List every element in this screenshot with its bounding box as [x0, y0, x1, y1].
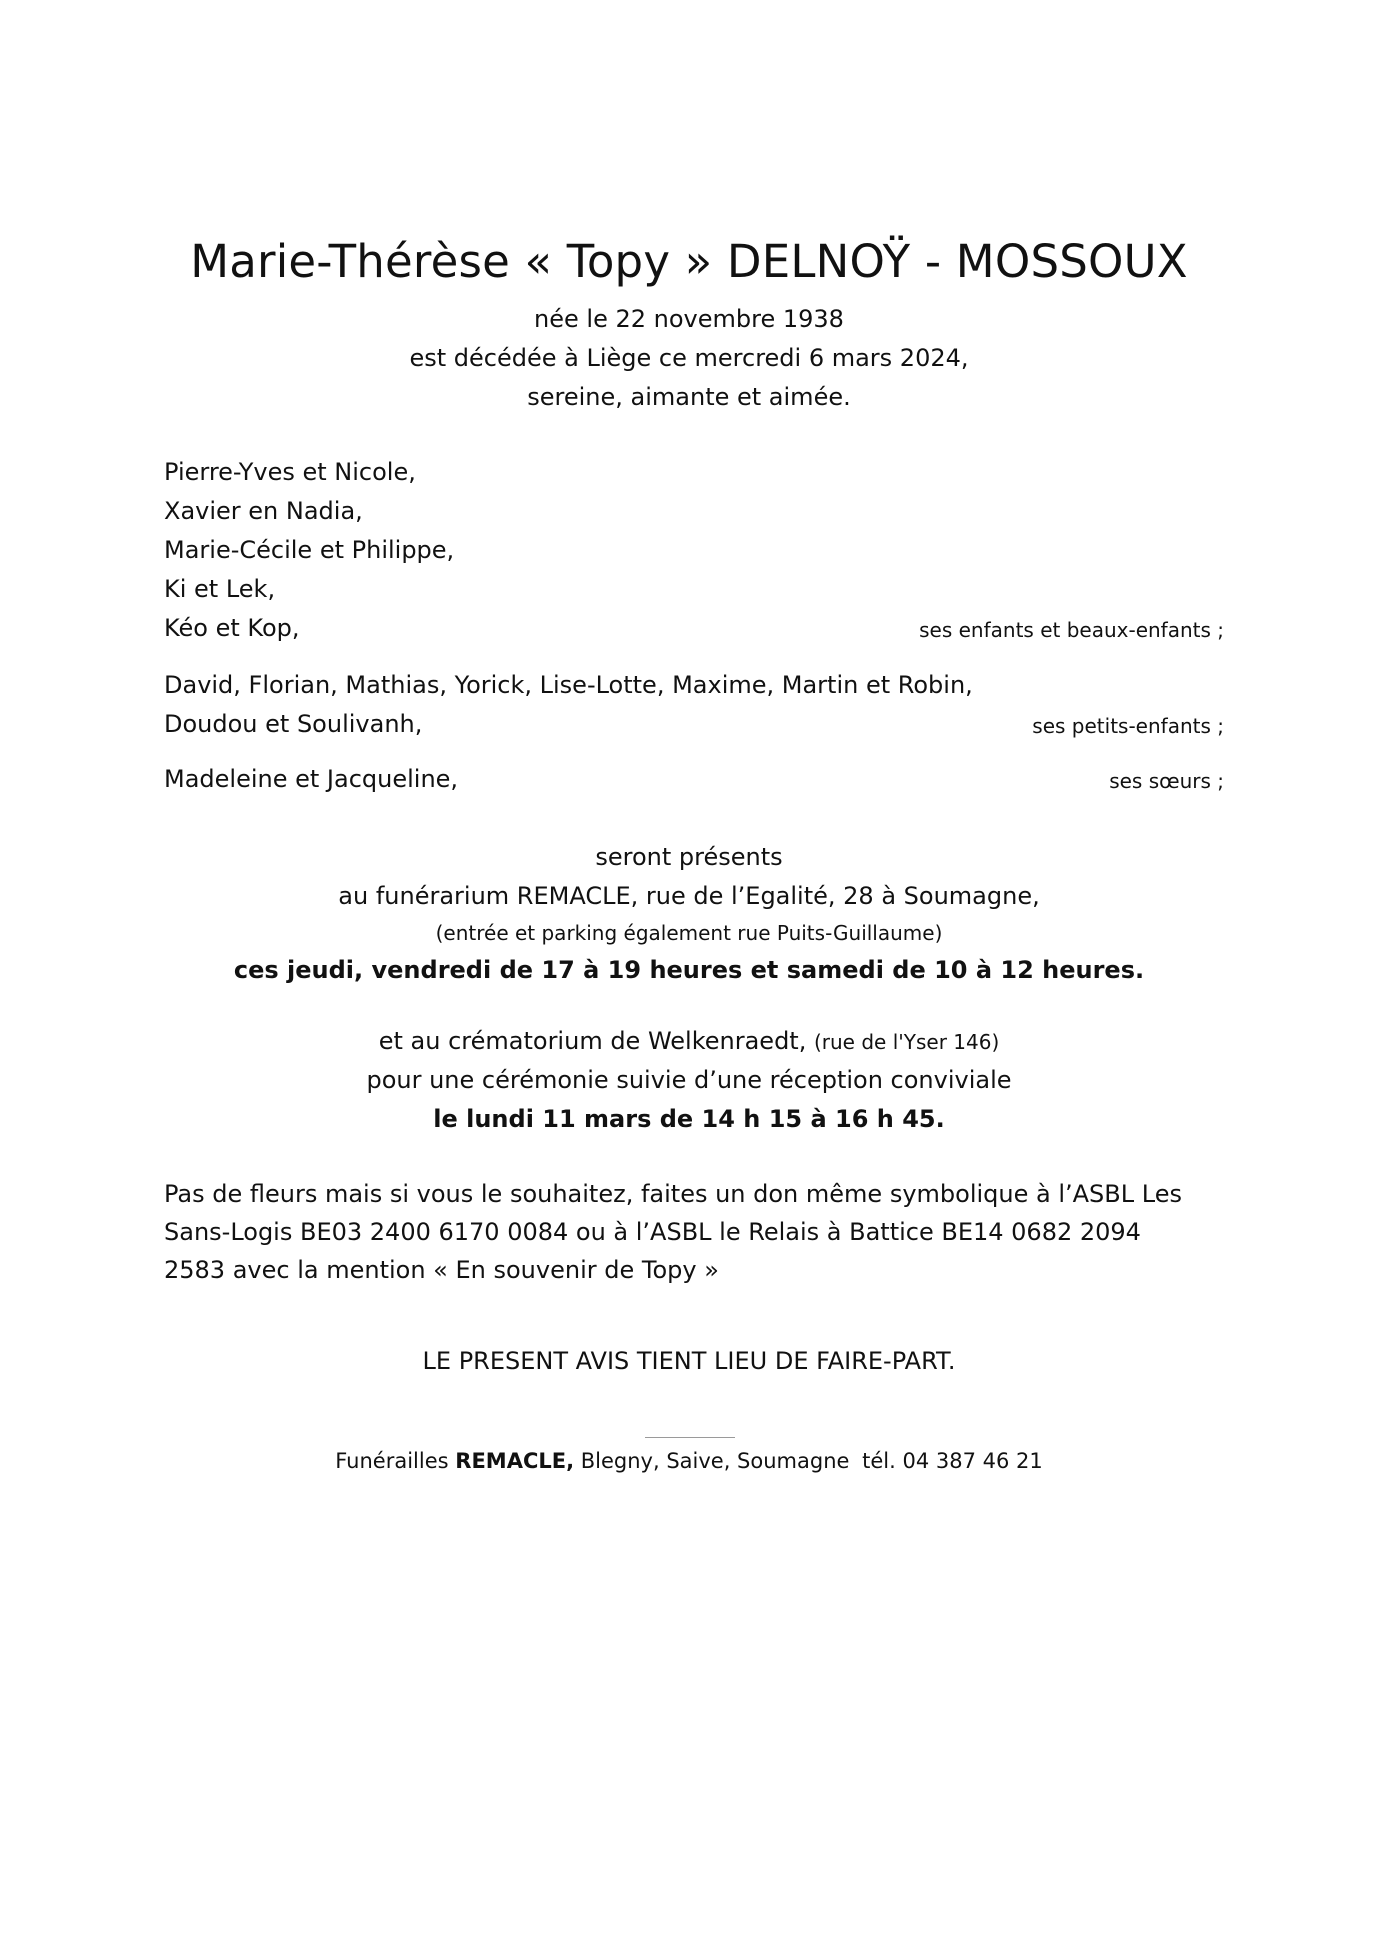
- visitation-block: [0, 838, 1378, 990]
- family-name-line: Marie-Cécile et Philippe,: [164, 536, 455, 564]
- divider: [645, 1437, 735, 1438]
- family-last-line: [164, 705, 1224, 744]
- ceremony-date: le lundi 11 mars de 14 h 15 à 16 h 45.: [433, 1105, 945, 1133]
- footer-phone: tél. 04 387 46 21: [862, 1449, 1043, 1473]
- visitation-intro: seront présents: [595, 843, 783, 871]
- birth-date: née le 22 novembre 1938: [534, 305, 844, 333]
- family-name-line: Ki et Lek,: [164, 575, 276, 603]
- ceremony-description: pour une cérémonie suivie d’une réception conviviale: [366, 1066, 1012, 1094]
- children-relation: ses enfants et beaux-enfants ;: [919, 618, 1224, 642]
- family-name-line: Kéo et Kop,: [164, 614, 300, 642]
- donation-line: Sans-Logis BE03 2400 6170 0084 ou à l’ASBL le Relais à Battice BE14 0682 2094: [164, 1218, 1141, 1246]
- parking-note: (entrée et parking également rue Puits-Guillaume): [435, 921, 943, 945]
- family-last-line: [164, 760, 1224, 799]
- crematorium-line: [0, 1022, 1378, 1061]
- sisters-relation: ses sœurs ;: [1109, 769, 1224, 793]
- ceremony-block: [0, 1022, 1378, 1139]
- faire-part-notice: LE PRESENT AVIS TIENT LIEU DE FAIRE-PART.: [422, 1347, 956, 1375]
- sisters-block: [164, 760, 1224, 799]
- family-name-line: Pierre-Yves et Nicole,: [164, 458, 416, 486]
- family-name-line: David, Florian, Mathias, Yorick, Lise-Lotte, Maxime, Martin et Robin,: [164, 671, 973, 699]
- family-name-line: Xavier en Nadia,: [164, 497, 363, 525]
- family-name-line: Doudou et Soulivanh,: [164, 710, 423, 738]
- family-last-line: [164, 609, 1224, 648]
- funeral-home-footer: [0, 1444, 1378, 1478]
- footer-locations: Blegny, Saive, Soumagne: [580, 1449, 850, 1473]
- visitation-times: ces jeudi, vendredi de 17 à 19 heures et samedi de 10 à 12 heures.: [233, 956, 1145, 984]
- crematorium-place: et au crématorium de Welkenraedt,: [378, 1027, 807, 1055]
- donation-line: 2583 avec la mention « En souvenir de Topy »: [164, 1256, 719, 1284]
- family-name-line: Madeleine et Jacqueline,: [164, 765, 459, 793]
- crematorium-address: (rue de l'Yser 146): [813, 1030, 1000, 1054]
- death-date: est décédée à Liège ce mercredi 6 mars 2024,: [409, 344, 969, 372]
- deceased-name: Marie-Thérèse « Topy » DELNOŸ - MOSSOUX: [190, 235, 1188, 288]
- donation-paragraph: [164, 1175, 1224, 1289]
- header-details: [0, 300, 1378, 417]
- donation-line: Pas de fleurs mais si vous le souhaitez, faites un don même symbolique à l’ASBL Les: [164, 1180, 1182, 1208]
- children-block: [164, 453, 1224, 648]
- funerarium-address: au funérarium REMACLE, rue de l’Egalité, 28 à Soumagne,: [338, 882, 1040, 910]
- grandchildren-relation: ses petits-enfants ;: [1032, 714, 1224, 738]
- footer-prefix: Funérailles: [335, 1449, 449, 1473]
- footer-company: REMACLE,: [455, 1449, 575, 1473]
- epithet: sereine, aimante et aimée.: [527, 383, 851, 411]
- grandchildren-block: [164, 666, 1224, 744]
